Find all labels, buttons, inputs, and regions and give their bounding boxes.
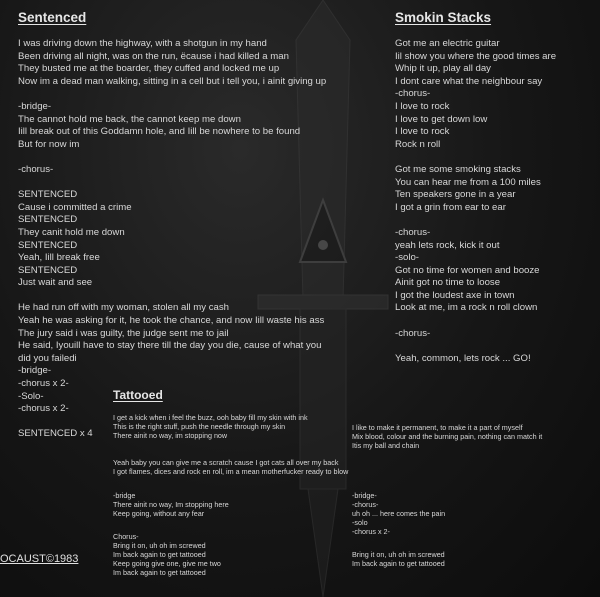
lyric-line: They busted me at the boarder, they cuffed and locked me up xyxy=(18,63,280,75)
lyric-line: yeah lets rock, kick it out xyxy=(395,239,500,251)
lyric-line: Bring it on, uh oh im screwed xyxy=(113,541,206,550)
lyric-line: -chorus x 2- xyxy=(18,378,69,390)
tattooed-verse-1 xyxy=(113,413,308,440)
tattooed-verse-3 xyxy=(113,458,348,476)
lyric-line: Got me some smoking stacks xyxy=(395,163,521,175)
lyric-line: Bring it on, uh oh im screwed xyxy=(352,550,445,559)
lyric-line: I like to make it permanent, to make it a part of myself xyxy=(352,423,523,432)
lyric-line: I get a kick when i feel the buzz, ooh baby fill my skin with ink xyxy=(113,413,308,422)
lyric-line: Got me an electric guitar xyxy=(395,38,500,49)
lyric-line: Mix blood, colour and the burning pain, nothing can match it xyxy=(352,432,543,441)
lyric-line: Yeah, Iill break free xyxy=(18,252,100,264)
lyric-line: Whip it up, play all day xyxy=(395,63,491,75)
lyric-line: Ainit got no time to loose xyxy=(395,277,501,289)
smokin-stacks-title: Smokin Stacks xyxy=(395,10,492,25)
lyric-line: Cause i committed a crime xyxy=(18,201,132,213)
lyric-line: He said, Iyouill have to stay there till the day you die, cause of what you xyxy=(18,340,322,352)
lyric-line: -chorus- xyxy=(18,163,54,175)
lyric-line: He had run off with my woman, stolen all my cash xyxy=(18,302,229,314)
lyric-line: You can hear me from a 100 miles xyxy=(395,176,541,188)
lyric-line: I was driving down the highway, with a shotgun in my hand xyxy=(18,38,267,49)
sentenced-title: Sentenced xyxy=(18,10,87,25)
lyric-line: Rock n roll xyxy=(395,138,441,150)
lyric-line: -solo xyxy=(352,518,368,527)
smokin-stacks-lyrics xyxy=(395,38,556,365)
lyric-line: SENTENCED xyxy=(18,214,78,226)
tattooed-bridge xyxy=(113,491,229,518)
lyric-line: I dont care what the neighbour say xyxy=(395,75,543,87)
lyric-line: Iill break out of this Goddamn hole, and Iill be nowhere to be found xyxy=(18,126,301,138)
lyric-line: Yeah, common, lets rock ... GO! xyxy=(395,352,531,364)
lyric-line: I love to get down low xyxy=(395,113,488,125)
lyric-line: -chorus- xyxy=(395,88,431,100)
lyric-line: did you failedi xyxy=(18,352,77,364)
lyric-line: SENTENCED xyxy=(18,239,78,251)
lyric-line: The cannot hold me back, the cannot keep me down xyxy=(18,113,241,125)
lyric-line: SENTENCED xyxy=(18,189,78,201)
lyric-line: I got flames, dices and rock en roll, im a mean motherfucker ready to blow xyxy=(113,467,349,476)
lyric-line xyxy=(395,315,556,328)
tattooed-title: Tattooed xyxy=(113,388,163,402)
lyric-line: This is the right stuff, push the needle through my skin xyxy=(113,422,286,431)
lyric-line: Just wait and see xyxy=(18,277,93,289)
lyric-line: -bridge- xyxy=(352,491,377,500)
tattooed-bridge-2 xyxy=(352,491,445,536)
lyric-line: -chorus x 2- xyxy=(352,527,390,536)
lyric-line: -chorus- xyxy=(352,500,379,509)
lyric-line: -bridge xyxy=(113,491,136,500)
lyric-line: But for now im xyxy=(18,138,80,150)
lyric-line: Chorus- xyxy=(113,532,139,541)
lyric-line: Im back again to get tattooed xyxy=(352,559,445,568)
lyric-line: There ainit no way, im stopping now xyxy=(113,431,228,440)
lyric-line: Iil show you where the good times are xyxy=(395,50,557,62)
lyric-line xyxy=(395,151,556,164)
lyric-line: -solo- xyxy=(395,252,419,264)
lyric-line: SENTENCED x 4 xyxy=(18,428,93,440)
lyric-line: There ainit no way, Im stopping here xyxy=(113,500,229,509)
lyric-line: I love to rock xyxy=(395,126,450,138)
lyric-line: I got the loudest axe in town xyxy=(395,289,515,301)
lyric-line xyxy=(18,290,326,303)
lyric-line: Got no time for women and booze xyxy=(395,264,540,276)
lyric-line: Yeah baby you can give me a scratch cause I got cats all over my back xyxy=(113,458,339,467)
lyric-line: I love to rock xyxy=(395,100,450,112)
lyric-line: The jury said i was guilty, the judge sent me to jail xyxy=(18,327,229,339)
lyric-line: uh oh ... here comes the pain xyxy=(352,509,446,518)
lyric-line: Ten speakers gone in a year xyxy=(395,189,516,201)
lyric-line xyxy=(18,88,326,101)
tattooed-verse-2 xyxy=(352,423,542,450)
lyric-line: Keep going give one, give me two xyxy=(113,559,221,568)
lyric-line xyxy=(395,340,556,353)
lyric-line xyxy=(18,151,326,164)
lyric-line: Yeah he was asking for it, he took the chance, and now Iill waste his ass xyxy=(18,315,325,327)
lyric-line: Itis my ball and chain xyxy=(352,441,420,450)
lyric-line: Im back again to get tattooed xyxy=(113,550,206,559)
tattooed-chorus-2 xyxy=(352,550,445,568)
lyric-line: They canit hold me down xyxy=(18,226,125,238)
sentenced-lyrics xyxy=(18,38,326,441)
lyric-line: -bridge- xyxy=(18,100,52,112)
lyric-line: -bridge- xyxy=(18,365,52,377)
lyric-line: I got a grin from ear to ear xyxy=(395,201,506,213)
lyric-line xyxy=(395,214,556,227)
lyric-line: Im back again to get tattooed xyxy=(113,568,206,577)
lyric-line: -Solo- xyxy=(18,390,44,402)
lyric-line: Look at me, im a rock n roll clown xyxy=(395,302,538,314)
lyric-line xyxy=(18,177,326,190)
copyright-notice: OCAUST©1983 xyxy=(0,553,79,565)
tattooed-chorus xyxy=(113,532,221,577)
lyric-line: -chorus- xyxy=(395,226,431,238)
lyric-line: -chorus x 2- xyxy=(18,403,69,415)
lyric-line: Been driving all night, was on the run, ëcause i had killed a man xyxy=(18,50,289,62)
lyric-line: Now im a dead man walking, sitting in a cell but i tell you, i ainit giving up xyxy=(18,75,327,87)
lyric-line: -chorus- xyxy=(395,327,431,339)
lyric-line: SENTENCED xyxy=(18,264,78,276)
lyric-line: Keep going, without any fear xyxy=(113,509,205,518)
